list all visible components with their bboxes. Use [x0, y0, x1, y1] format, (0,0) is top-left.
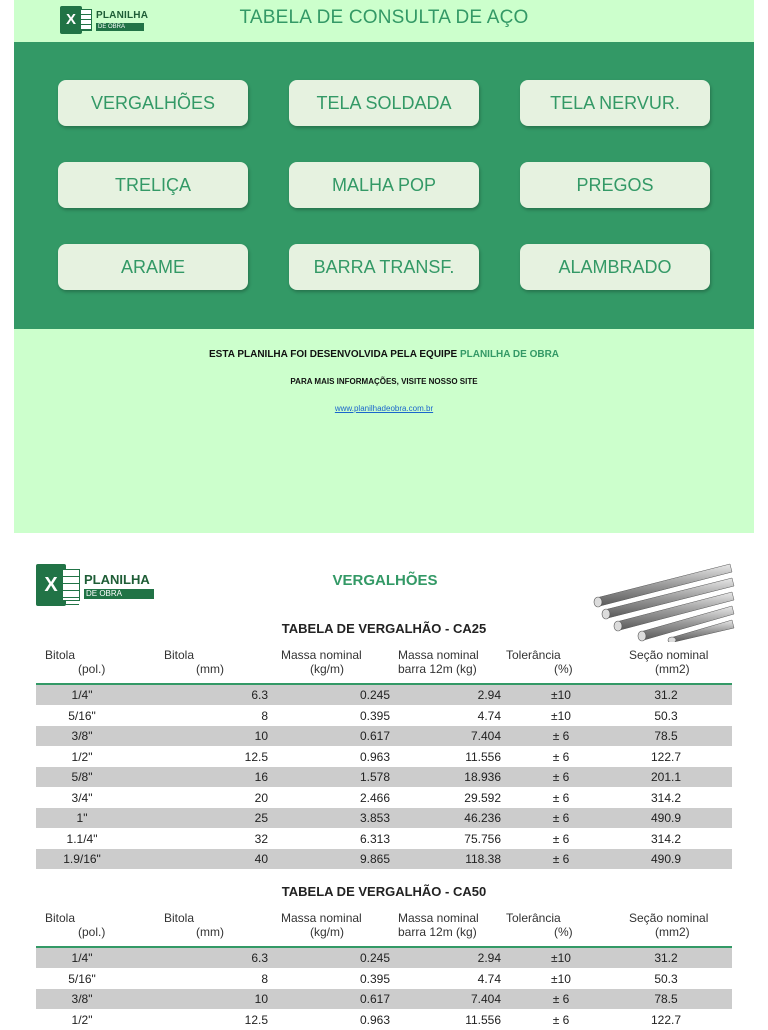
table-cell: ±10 — [551, 951, 571, 965]
table-cell: 5/16" — [68, 708, 96, 723]
table-cell: 0.617 — [359, 992, 390, 1006]
table-cell: 1" — [76, 811, 88, 825]
title-bar — [14, 0, 754, 42]
column-header: (pol.) — [78, 662, 106, 676]
column-header: Bitola — [45, 648, 76, 662]
table-cell: 1/4" — [71, 951, 93, 965]
table-cell: 10 — [254, 729, 268, 743]
table-cell: 40 — [254, 852, 268, 866]
table-cell: 1.9/16" — [63, 852, 101, 866]
column-header: Tolerância — [506, 648, 561, 662]
table-cell: 5/8" — [71, 770, 93, 784]
table-cell: 0.245 — [359, 688, 390, 702]
table-row — [36, 706, 732, 726]
table-row — [36, 829, 732, 849]
table-cell: 1.1/4" — [66, 831, 98, 846]
column-header: Massa nominal — [281, 911, 362, 925]
table-cell: 2.466 — [359, 790, 390, 805]
table-cell: ± 6 — [552, 831, 570, 846]
vergalhoes-button[interactable]: VERGALHÕES — [58, 80, 248, 126]
column-header: Bitola — [45, 911, 76, 925]
column-header: Bitola — [164, 911, 195, 925]
sheet-grid-icon — [62, 569, 80, 601]
credits-brand: PLANILHA DE OBRA — [459, 349, 560, 360]
table-cell: 8 — [261, 708, 268, 723]
table-cell: 6.313 — [359, 831, 390, 846]
column-header: barra 12m (kg) — [398, 925, 477, 939]
table-cell: 7.404 — [470, 992, 501, 1006]
column-header: Massa nominal — [281, 648, 362, 662]
table-cell: 490.9 — [650, 811, 682, 825]
column-header: (%) — [554, 925, 573, 939]
table-cell: 32 — [254, 831, 268, 846]
table-row — [36, 767, 732, 787]
excel-icon: X — [60, 6, 82, 34]
table-cell: 0.963 — [359, 1012, 390, 1027]
table-cell: 12.5 — [244, 749, 268, 764]
sheet-heading: VERGALHÕES — [332, 572, 438, 589]
table-row — [36, 989, 732, 1009]
table-cell: ± 6 — [552, 770, 570, 784]
column-header: (mm) — [196, 925, 224, 939]
table-cell: 4.74 — [477, 708, 501, 723]
table-cell: 7.404 — [470, 729, 501, 743]
barra-transf-button[interactable]: BARRA TRANSF. — [289, 244, 479, 290]
table-cell: 1.578 — [359, 770, 390, 784]
pregos-button[interactable]: PREGOS — [520, 162, 710, 208]
table-cell: ±10 — [551, 708, 571, 723]
excel-icon: X — [36, 564, 66, 606]
table-cell: 31.2 — [654, 688, 678, 702]
table-cell: 6.3 — [251, 688, 268, 702]
table-title: TABELA DE VERGALHÃO - CA25 — [281, 621, 487, 636]
table-cell: 11.556 — [465, 749, 501, 764]
table-cell: 490.9 — [650, 852, 682, 866]
table-cell: 314.2 — [650, 790, 682, 805]
table-cell: ±10 — [551, 971, 571, 986]
more-info-text: PARA MAIS INFORMAÇÕES, VISITE NOSSO SITE — [290, 377, 478, 386]
column-header: Seção nominal — [629, 648, 709, 662]
column-header: Massa nominal — [398, 648, 479, 662]
table-cell: 78.5 — [654, 992, 678, 1006]
column-header: barra 12m (kg) — [398, 662, 477, 676]
table-title: TABELA DE VERGALHÃO - CA50 — [281, 884, 487, 899]
table-cell: 201.1 — [650, 770, 682, 784]
credits-prefix: ESTA PLANILHA FOI DESENVOLVIDA PELA EQUIPE — [208, 349, 458, 360]
malha-pop-button[interactable]: MALHA POP — [289, 162, 479, 208]
table-cell: 50.3 — [654, 971, 678, 986]
table-cell: 0.963 — [359, 749, 390, 764]
logo-subtitle: DE OBRA — [96, 23, 144, 31]
table-cell: 122.7 — [650, 749, 682, 764]
table-row — [36, 948, 732, 968]
table-cell: 12.5 — [244, 1012, 268, 1027]
table-cell: 78.5 — [654, 729, 678, 743]
table-row — [36, 808, 732, 828]
trelica-button[interactable]: TRELIÇA — [58, 162, 248, 208]
table-cell: 1/4" — [71, 688, 93, 702]
table-cell: 31.2 — [654, 951, 678, 965]
table-cell: ±10 — [551, 688, 571, 702]
table-cell: 122.7 — [650, 1012, 682, 1027]
table-cell: 3.853 — [359, 811, 390, 825]
column-header: (kg/m) — [310, 662, 344, 676]
column-header: (pol.) — [78, 925, 106, 939]
table-row — [36, 969, 732, 989]
table-cell: 3/8" — [71, 729, 93, 743]
table-cell: 50.3 — [654, 708, 678, 723]
table-row — [36, 726, 732, 746]
column-header: Bitola — [164, 648, 195, 662]
menu-panel — [14, 0, 754, 533]
sheet-logo — [36, 564, 158, 606]
table-cell: 46.236 — [464, 811, 501, 825]
column-header: Tolerância — [506, 911, 561, 925]
column-header: Massa nominal — [398, 911, 479, 925]
column-header: (%) — [554, 662, 573, 676]
table-cell: ± 6 — [552, 992, 570, 1006]
table-cell: 118.38 — [465, 852, 501, 866]
table-cell: 2.94 — [477, 951, 501, 965]
page-title: TABELA DE CONSULTA DE AÇO — [239, 7, 529, 28]
table-cell: 0.245 — [359, 951, 390, 965]
logo-name: PLANILHA — [96, 10, 149, 21]
table-cell: 18.936 — [464, 770, 501, 784]
credits-text — [14, 349, 754, 360]
table-cell: 3/4" — [71, 790, 93, 805]
table-row — [36, 685, 732, 705]
table-cell: 75.756 — [464, 831, 501, 846]
table-cell: ± 6 — [552, 1012, 570, 1027]
table-cell: 0.395 — [359, 971, 390, 986]
table-cell: 9.865 — [359, 852, 390, 866]
table-cell: ± 6 — [552, 729, 570, 743]
table-cell: ± 6 — [552, 790, 570, 805]
table-cell: ± 6 — [552, 749, 570, 764]
sheet-logo-subtitle: DE OBRA — [84, 589, 154, 599]
table-row — [36, 747, 732, 767]
tela-nervurada-button[interactable]: TELA NERVUR. — [520, 80, 710, 126]
column-header: (mm2) — [655, 925, 690, 939]
table-cell: 25 — [254, 811, 268, 825]
table-cell: 11.556 — [465, 1012, 501, 1027]
table-row — [36, 1010, 732, 1030]
table-cell: ± 6 — [552, 852, 570, 866]
table-cell: 20 — [254, 790, 268, 805]
table-row — [36, 788, 732, 808]
table-cell: 4.74 — [477, 971, 501, 986]
table-cell: 10 — [254, 992, 268, 1006]
table-cell: 1/2" — [71, 749, 93, 764]
table-cell: ± 6 — [552, 811, 570, 825]
website-link[interactable]: www.planilhadeobra.com.br — [334, 404, 434, 413]
table-cell: 1/2" — [71, 1012, 93, 1027]
table-cell: 0.617 — [359, 729, 390, 743]
table-cell: 29.592 — [464, 790, 501, 805]
table-cell: 0.395 — [359, 708, 390, 723]
column-header: (kg/m) — [310, 925, 344, 939]
arame-button[interactable]: ARAME — [58, 244, 248, 290]
column-header: Seção nominal — [629, 911, 709, 925]
column-header: (mm2) — [655, 662, 690, 676]
table-cell: 314.2 — [650, 831, 682, 846]
table-cell: 2.94 — [477, 688, 501, 702]
alambrado-button[interactable]: ALAMBRADO — [520, 244, 710, 290]
table-cell: 5/16" — [68, 971, 96, 986]
menu-button-area — [14, 42, 754, 329]
table-cell: 8 — [261, 971, 268, 986]
table-row — [36, 849, 732, 869]
table-cell: 16 — [254, 770, 268, 784]
sheet-logo-name: PLANILHA — [84, 572, 150, 587]
table-cell: 6.3 — [251, 951, 268, 965]
tela-soldada-button[interactable]: TELA SOLDADA — [289, 80, 479, 126]
column-header: (mm) — [196, 662, 224, 676]
table-cell: 3/8" — [71, 992, 93, 1006]
